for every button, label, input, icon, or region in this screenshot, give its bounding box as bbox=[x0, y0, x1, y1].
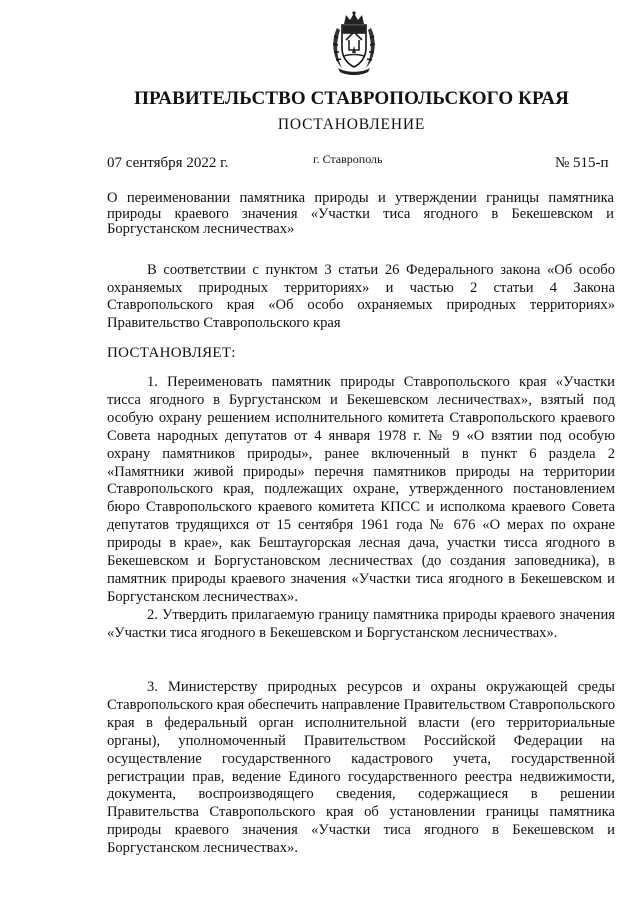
government-title: ПРАВИТЕЛЬСТВО СТАВРОПОЛЬСКОГО КРАЯ bbox=[134, 88, 569, 109]
document-number: № 515-п bbox=[555, 155, 609, 171]
paragraph-3: 3. Министерству природных ресурсов и охраны окружающей среды Ставропольского края обеспечить направление Правительством Ставропольского края в федеральный орган исполнительной власти (его территориальные органы), уполномоченный Правительством Российской Федерации на осуществление государственного кадастрового учета, государственной регистрации прав, ведение Единого государственного реестра недвижимости, документа, воспроизводящего сведения, содержащиеся в решении Правительства Ставропольского края об установлении границы памятника природы краевого значения «Участки тиса ягодного в Бекешевском и Боргустанском лесничествах». bbox=[107, 679, 615, 857]
document-city: г. Ставрополь bbox=[313, 152, 383, 166]
preamble-paragraph: В соответствии с пунктом 3 статьи 26 Федерального закона «Об особо охраняемых природных территориях» и частью 2 статьи 4 Закона Ставропольского края «Об особо охраняемых природных территориях» Правительство Ставропольского края bbox=[107, 262, 615, 331]
paragraph-2: 2. Утвердить прилагаемую границу памятника природы краевого значения «Участки тиса ягодного в Бекешевском и Боргустанском лесничествах». bbox=[107, 607, 615, 641]
document-date: 07 сентября 2022 г. bbox=[107, 155, 229, 171]
stavropol-coat-of-arms-icon bbox=[328, 10, 380, 76]
document-type: ПОСТАНОВЛЕНИЕ bbox=[277, 116, 426, 133]
document-subject: О переименовании памятника природы и утверждении границы памятника природы краевого значения «Участки тиса ягодного в Бекешевском и Боргустанском лесничествах» bbox=[107, 190, 614, 237]
decree-heading: ПОСТАНОВЛЯЕТ: bbox=[107, 345, 236, 361]
paragraph-1: 1. Переименовать памятник природы Ставропольского края «Участки тисса ягодного в Бургустанском и Бекешевском лесничествах», взятый под особую охрану решением исполнительного комитета Ставропольского краевого Совета народных депутатов от 4 января 1978 г. № 9 «О взятии под особую охрану памятников природы», ранее включенный в пункт 6 раздела 2 «Памятники живой природы» перечня памятников природы на территории Ставропольского края, подлежащих охране, утвержденного постановлением бюро Ставропольского краевого комитета КПСС и исполкома краевого Совета депутатов трудящихся от 15 сентября 1961 года № 676 «О мерах по охране природы в крае», как Бештаугорская лесная дача, участки тисса ягодного в Бекешевском и Боргустановском лесничествах (до создания заповедника), в памятник природы краевого значения «Участки тиса ягодного в Бекешевском и Боргустанском лесничествах». bbox=[107, 374, 615, 605]
